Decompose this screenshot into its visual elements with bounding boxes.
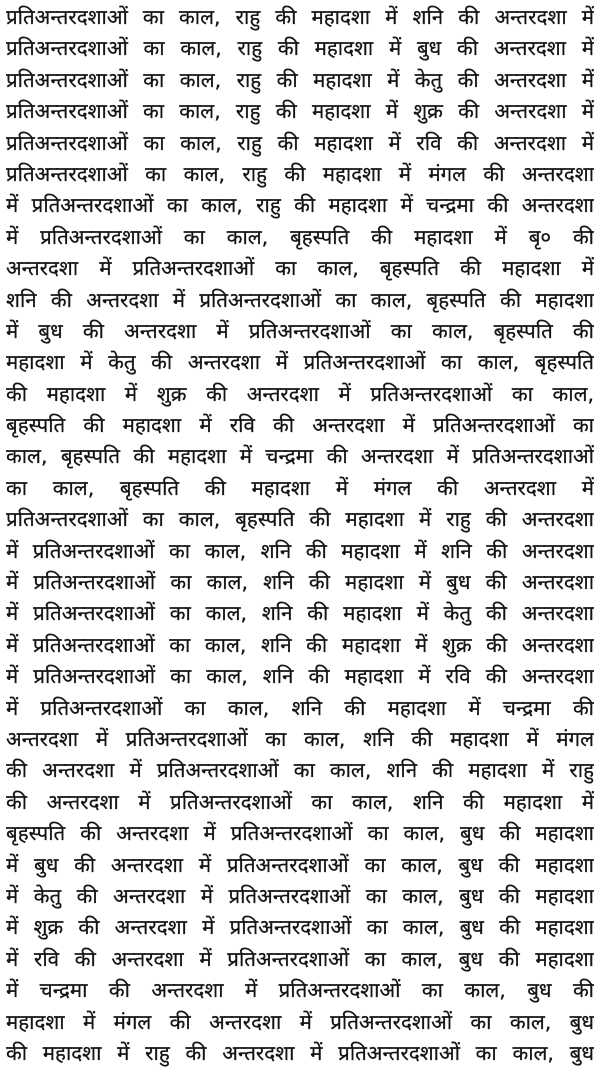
- text-line: प्रतिअन्तरदशाओं का काल, राहु की महादशा में शुक्र की अन्तरदशा में: [6, 99, 594, 124]
- text-line: में केतु की अन्तरदशा में प्रतिअन्तरदशाओं का काल, बुध की महादशा: [6, 883, 594, 908]
- text-line: की अन्तरदशा में प्रतिअन्तरदशाओं का काल, शनि की महादशा में: [6, 789, 594, 814]
- text-line: में प्रतिअन्तरदशाओं का काल, शनि की महादशा में रवि की अन्तरदशा: [6, 664, 594, 689]
- text-line: प्रतिअन्तरदशाओं का काल, राहु की महादशा में बुध की अन्तरदशा में: [6, 36, 594, 61]
- text-line: में प्रतिअन्तरदशाओं का काल, बृहस्पति की महादशा में बृ० की: [6, 224, 594, 249]
- text-line: बृहस्पति की अन्तरदशा में प्रतिअन्तरदशाओं का काल, बुध की महादशा: [6, 821, 594, 846]
- text-line: प्रतिअन्तरदशाओं का काल, बृहस्पति की महादशा में राहु की अन्तरदशा: [6, 507, 594, 532]
- text-line: में प्रतिअन्तरदशाओं का काल, शनि की महादशा में केतु की अन्तरदशा: [6, 601, 594, 626]
- text-line: अन्तरदशा में प्रतिअन्तरदशाओं का काल, बृहस्पति की महादशा में: [6, 256, 594, 281]
- text-line: में बुध की अन्तरदशा में प्रतिअन्तरदशाओं का काल, बृहस्पति की: [6, 318, 594, 343]
- text-line: प्रतिअन्तरदशाओं का काल, राहु की महादशा में शनि की अन्तरदशा में: [6, 5, 594, 29]
- text-line: की महादशा में राहु की अन्तरदशा में प्रतिअन्तरदशाओं का काल, बुध: [6, 1040, 594, 1065]
- text-line: में शुक्र की अन्तरदशा में प्रतिअन्तरदशाओं का काल, बुध की महादशा: [6, 915, 594, 940]
- text-line: में चन्द्रमा की अन्तरदशा में प्रतिअन्तरदशाओं का काल, बुध की: [6, 978, 594, 1003]
- body-text: [6, 2, 594, 1069]
- text-line: में बुध की अन्तरदशा में प्रतिअन्तरदशाओं का काल, बुध की महादशा: [6, 852, 594, 877]
- text-line: प्रतिअन्तरदशाओं का काल, राहु की महादशा में रवि की अन्तरदशा में: [6, 130, 594, 155]
- text-line: महादशा में मंगल की अन्तरदशा में प्रतिअन्तरदशाओं का काल, बुध: [6, 1009, 594, 1034]
- text-line: महादशा में केतु की अन्तरदशा में प्रतिअन्तरदशाओं का काल, बृहस्पति: [6, 350, 594, 375]
- text-line: में प्रतिअन्तरदशाओं का काल, शनि की महादशा में शनि की अन्तरदशा: [6, 538, 594, 563]
- text-line: में प्रतिअन्तरदशाओं का काल, शनि की महादशा में बुध की अन्तरदशा: [6, 570, 594, 595]
- text-line: में रवि की अन्तरदशा में प्रतिअन्तरदशाओं का काल, बुध की महादशा: [6, 946, 594, 971]
- text-line: में प्रतिअन्तरदशाओं का काल, शनि की महादशा में चन्द्रमा की: [6, 695, 594, 720]
- text-line: बृहस्पति की महादशा में रवि की अन्तरदशा में प्रतिअन्तरदशाओं का: [6, 413, 594, 438]
- text-line: की अन्तरदशा में प्रतिअन्तरदशाओं का काल, शनि की महादशा में राहु: [6, 758, 594, 783]
- text-line: की महादशा में शुक्र की अन्तरदशा में प्रतिअन्तरदशाओं का काल,: [6, 381, 594, 406]
- text-line: प्रतिअन्तरदशाओं का काल, राहु की महादशा में केतु की अन्तरदशा में: [6, 67, 594, 92]
- text-line: प्रतिअन्तरदशाओं का काल, राहु की महादशा में मंगल की अन्तरदशा: [6, 161, 594, 186]
- text-line: में प्रतिअन्तरदशाओं का काल, शनि की महादशा में शुक्र की अन्तरदशा: [6, 632, 594, 657]
- text-line: शनि की अन्तरदशा में प्रतिअन्तरदशाओं का काल, बृहस्पति की महादशा: [6, 287, 594, 312]
- text-line: अन्तरदशा में प्रतिअन्तरदशाओं का काल, शनि की महादशा में मंगल: [6, 726, 594, 751]
- text-line: का काल, बृहस्पति की महादशा में मंगल की अन्तरदशा में: [6, 475, 594, 500]
- text-line: काल, बृहस्पति की महादशा में चन्द्रमा की अन्तरदशा में प्रतिअन्तरदशाओं: [6, 444, 594, 469]
- text-line: में प्रतिअन्तरदशाओं का काल, राहु की महादशा में चन्द्रमा की अन्तरदशा: [6, 193, 594, 218]
